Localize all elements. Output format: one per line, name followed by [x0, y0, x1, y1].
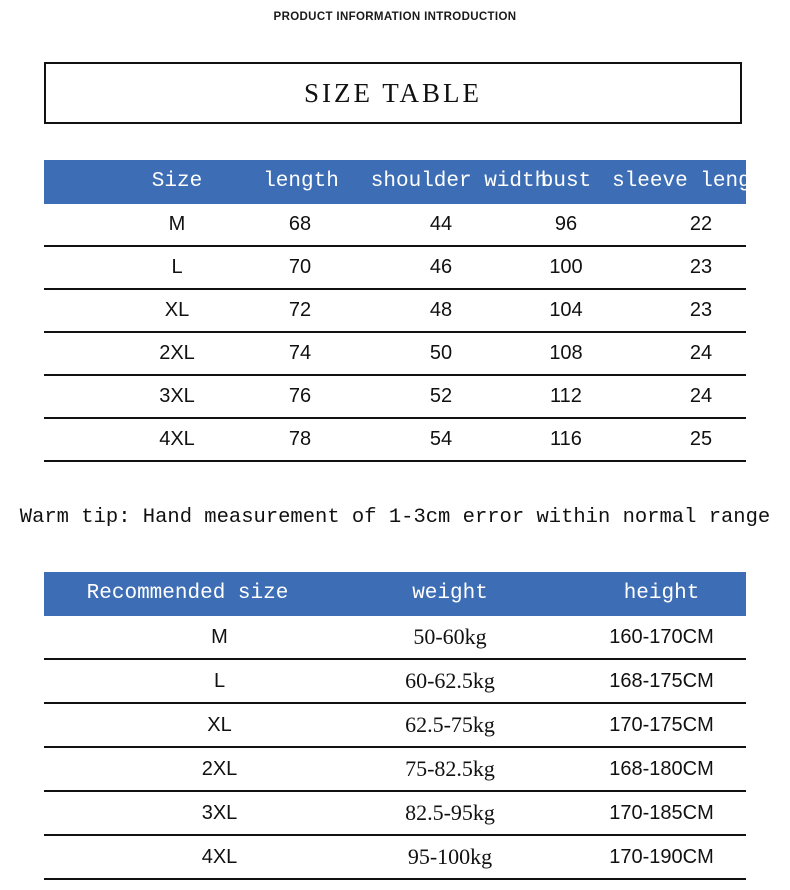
cell-sleeve-length: 22 — [689, 213, 713, 235]
cell-shoulder-width: 48 — [429, 299, 453, 321]
cell-recommended-size: 4XL — [201, 845, 238, 868]
column-header-bust: bust — [540, 170, 592, 193]
cell-height: 170-185CM — [609, 801, 714, 824]
cell-recommended-size: L — [213, 669, 226, 692]
cell-weight: 95-100kg — [407, 844, 493, 869]
cell-recommended-size: 2XL — [201, 757, 238, 780]
cell-shoulder-width: 46 — [429, 256, 453, 278]
recommend-table-header-row — [44, 572, 746, 616]
cell-weight: 75-82.5kg — [405, 756, 495, 781]
column-header-recommended-size: Recommended size — [86, 582, 289, 605]
cell-size: 3XL — [159, 385, 195, 407]
cell-height: 168-180CM — [609, 757, 714, 780]
table-row — [44, 836, 746, 880]
cell-height: 170-190CM — [609, 845, 714, 868]
cell-size: XL — [164, 299, 190, 321]
cell-bust: 96 — [554, 213, 578, 235]
cell-height: 168-175CM — [609, 669, 714, 692]
table-row — [44, 247, 746, 290]
size-table-header-row — [44, 160, 776, 204]
column-header-height: height — [623, 582, 700, 605]
cell-length: 78 — [288, 428, 312, 450]
cell-sleeve-length: 23 — [689, 256, 713, 278]
cell-length: 76 — [288, 385, 312, 407]
cell-sleeve-length: 24 — [689, 385, 713, 407]
product-information-banner: PRODUCT INFORMATION INTRODUCTION — [273, 11, 517, 23]
column-header-weight: weight — [412, 582, 488, 605]
cell-weight: 50-60kg — [413, 624, 487, 649]
cell-size: M — [168, 213, 186, 235]
column-header-shoulder-width: shoulder width — [370, 170, 548, 193]
table-row — [44, 290, 746, 333]
cell-height: 160-170CM — [609, 625, 714, 648]
column-header-length: length — [263, 170, 339, 193]
cell-length: 74 — [288, 342, 312, 364]
table-row — [44, 660, 746, 704]
warm-tip-note: Warm tip: Hand measurement of 1-3cm error within normal range — [19, 506, 771, 529]
table-row — [44, 419, 746, 462]
column-header-sleeve-length: sleeve length — [612, 170, 776, 193]
cell-size: 2XL — [159, 342, 195, 364]
cell-recommended-size: 3XL — [201, 801, 238, 824]
table-row — [44, 748, 746, 792]
cell-size: 4XL — [159, 428, 195, 450]
table-row — [44, 204, 746, 247]
column-header-size: Size — [151, 170, 203, 193]
cell-shoulder-width: 54 — [429, 428, 453, 450]
table-row — [44, 333, 746, 376]
table-row — [44, 376, 746, 419]
cell-sleeve-length: 25 — [689, 428, 713, 450]
size-measurements-table — [44, 160, 776, 462]
cell-bust: 108 — [549, 342, 583, 364]
cell-height: 170-175CM — [609, 713, 714, 736]
table-row — [44, 704, 746, 748]
cell-recommended-size: XL — [207, 713, 232, 736]
table-row — [44, 792, 746, 836]
cell-size: L — [171, 256, 183, 278]
cell-weight: 60-62.5kg — [405, 668, 495, 693]
cell-bust: 104 — [549, 299, 583, 321]
page-title: SIZE TABLE — [303, 77, 483, 108]
recommended-size-table — [44, 572, 746, 880]
size-table-title-box — [44, 62, 742, 124]
cell-recommended-size: M — [211, 625, 228, 648]
cell-shoulder-width: 50 — [429, 342, 453, 364]
cell-length: 68 — [288, 213, 312, 235]
cell-length: 70 — [288, 256, 312, 278]
cell-shoulder-width: 44 — [429, 213, 453, 235]
cell-length: 72 — [288, 299, 312, 321]
cell-bust: 112 — [550, 385, 582, 407]
cell-bust: 100 — [549, 256, 583, 278]
cell-weight: 62.5-75kg — [405, 712, 495, 737]
cell-sleeve-length: 23 — [689, 299, 713, 321]
cell-shoulder-width: 52 — [429, 385, 453, 407]
table-row — [44, 616, 746, 660]
cell-bust: 116 — [550, 428, 582, 450]
cell-sleeve-length: 24 — [689, 342, 713, 364]
cell-weight: 82.5-95kg — [405, 800, 495, 825]
